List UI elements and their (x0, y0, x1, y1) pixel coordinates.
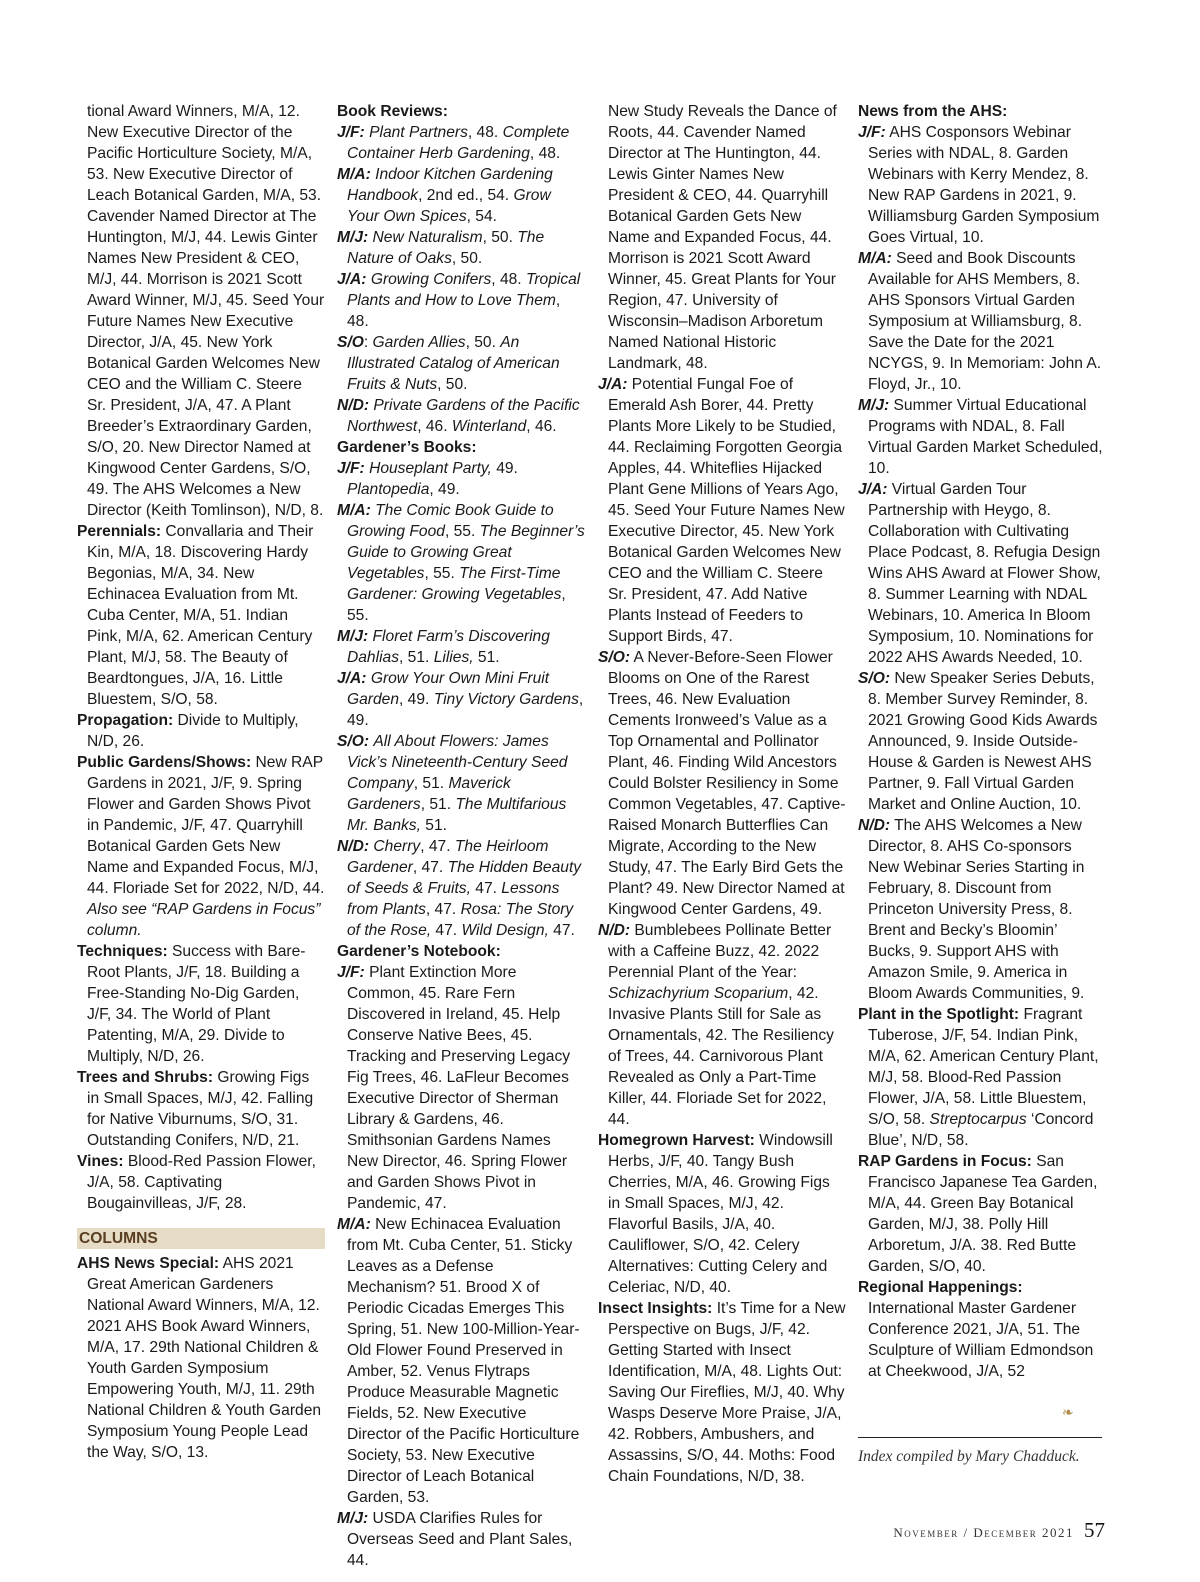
index-entry-ahs-news-special: AHS News Special: AHS 2021 Great American Gardeners National Award Winners, M/A, 12. 2021 AHS Book Award Winners, M/A, 17. 29th National Children & Youth Garden Symposium Empowering Youth, M/J, 11. 29th National Children & Youth Garden Symposium Young People Lead the Way, S/O, 13. (77, 1255, 322, 1461)
index-entry: S/O: Garden Allies, 50. An Illustrated Catalog of American Fruits & Nuts, 50. (337, 334, 560, 393)
index-entry: J/F: AHS Cosponsors Webinar Series with NDAL, 8. Garden Webinars with Kerry Mendez, 8. New RAP Gardens in 2021, 9. Williamsburg Garden Symposium Goes Virtual, 10. (858, 124, 1100, 246)
index-heading-gardeners-notebook: Gardener’s Notebook: (337, 943, 501, 960)
index-column-2 (337, 101, 585, 1571)
columns-section-header: COLUMNS (77, 1228, 325, 1249)
index-entry-trees-shrubs: Trees and Shrubs: Growing Figs in Small Spaces, M/J, 42. Falling for Native Viburnums, S/O, 31. Outstanding Conifers, N/D, 21. (77, 1069, 314, 1149)
index-entry: N/D: Cherry, 47. The Heirloom Gardener, 47. The Hidden Beauty of Seeds & Fruits, 47. Lessons from Plants, 47. Rosa: The Story of the Rose, 47. Wild Design, 47. (337, 838, 582, 939)
page-footer (840, 1518, 1105, 1543)
index-entry-propagation: Propagation: Divide to Multiply, N/D, 26. (77, 712, 299, 750)
issue-date: November / December 2021 (893, 1525, 1074, 1540)
index-entry: N/D: The AHS Welcomes a New Director, 8. AHS Co-sponsors New Webinar Series Starting in February, 8. Discount from Princeton University Press, 8. Brent and Becky’s Bloomin’ Bucks, 9. Support AHS with Amazon Smile, 9. America in Bloom Awards Communities, 9. (858, 817, 1085, 1002)
divider (858, 1437, 1102, 1438)
index-entry: S/O: A Never-Before-Seen Flower Blooms on One of the Rarest Trees, 46. New Evaluation Cements Ironweed’s Value as a Top Ornamental and Pollinator Plant, 46. Finding Wild Ancestors Could Bolster Resiliency in Some Common Vegetables, 47. Captive-Raised Monarch Butterflies Can Migrate, According to the New Study, 47. The Early Bird Gets the Plant? 49. New Director Named at Kingwood Center Gardens, 49. (598, 649, 846, 918)
index-column-4 (858, 101, 1106, 1382)
index-entry: N/D: Bumblebees Pollinate Better with a Caffeine Buzz, 42. 2022 Perennial Plant of the Year: Schizachyrium Scoparium, 42. Invasive Plants Still for Sale as Ornamentals, 42. The Resiliency of Trees, 44. Carnivorous Plant Revealed as Only a Part-Time Killer, 44. Floriade Set for 2022, 44. (598, 922, 834, 1128)
index-entry-insect-insights: Insect Insights: It’s Time for a New Perspective on Bugs, J/F, 42. Getting Started with Insect Identification, M/A, 48. Lights Out: Saving Our Fireflies, M/J, 40. Why Wasps Deserve More Praise, J/A, 42. Robbers, Ambushers, and Assassins, S/O, 44. Moths: Food Chain Foundations, N/D, 38. (598, 1300, 846, 1485)
index-entry-regional-happenings: Regional Happenings: International Master Gardener Conference 2021, J/A, 51. The Sculpture of William Edmondson at Cheekwood, J/A, 52 (858, 1279, 1094, 1380)
index-entry: M/A: New Echinacea Evaluation from Mt. Cuba Center, 51. Sticky Leaves as a Defense Mechanism? 51. Brood X of Periodic Cicadas Emerges This Spring, 51. New 100-Million-Year-Old Flower Found Preserved in Amber, 52. Venus Flytraps Produce Measurable Magnetic Fields, 52. New Executive Director of the Pacific Horticulture Society, 53. New Executive Director of Leach Botanical Garden, 53. (337, 1216, 580, 1506)
index-entry: J/F: Plant Extinction More Common, 45. Rare Fern Discovered in Ireland, 45. Help Conserve Native Bees, 45. Tracking and Preserving Legacy Fig Trees, 46. LaFleur Becomes Executive Director of Sherman Library & Gardens, 46. Smithsonian Gardens Names New Director, 46. Spring Flower and Garden Shows Pivot in Pandemic, 47. (337, 964, 571, 1212)
index-entry: M/J: New Naturalism, 50. The Nature of Oaks, 50. (337, 229, 545, 267)
index-entry-rap-gardens: RAP Gardens in Focus: San Francisco Japanese Tea Garden, M/A, 44. Green Bay Botanical Garden, M/J, 38. Polly Hill Arboretum, J/A. 38. Red Butte Garden, S/O, 40. (858, 1153, 1098, 1275)
index-entry-vines: Vines: Blood-Red Passion Flower, J/A, 58. Captivating Bougainvilleas, J/F, 28. (77, 1153, 316, 1212)
index-heading-book-reviews: Book Reviews: (337, 103, 448, 120)
leaf-ornament-icon: ❧ (1062, 1404, 1074, 1420)
index-entry: M/A: Seed and Book Discounts Available for AHS Members, 8. AHS Sponsors Virtual Garden Symposium at Williamsburg, 8. Save the Date for the 2021 NCYGS, 9. In Memoriam: John A. Floyd, Jr., 10. (858, 250, 1102, 393)
index-entry-homegrown-harvest: Homegrown Harvest: Windowsill Herbs, J/F, 40. Tangy Bush Cherries, M/A, 46. Growing Figs in Small Spaces, M/J, 42. Flavorful Basils, J/A, 40. Cauliflower, S/O, 42. Celery Alternatives: Cutting Celery and Celeriac, N/D, 40. (598, 1132, 833, 1296)
index-entry-techniques: Techniques: Success with Bare-Root Plants, J/F, 18. Building a Free-Standing No-Dig Garden, J/F, 34. The World of Plant Patenting, M/A, 29. Divide to Multiply, N/D, 26. (77, 943, 306, 1065)
index-entry: M/J: Floret Farm’s Discovering Dahlias, 51. Lilies, 51. (337, 628, 550, 666)
index-entry-plant-in-spotlight: Plant in the Spotlight: Fragrant Tuberose, J/F, 54. Indian Pink, M/A, 62. American Century Plant, M/J, 58. Blood-Red Passion Flower, J/A, 58. Little Bluestem, S/O, 58. Streptocarpus ‘Concord Blue’, N/D, 58. (858, 1006, 1099, 1149)
index-entry: J/A: Grow Your Own Mini Fruit Garden, 49. Tiny Victory Gardens, 49. (337, 670, 584, 729)
index-entry: J/F: Plant Partners, 48. Complete Container Herb Gardening, 48. (337, 124, 570, 162)
index-entry: New Study Reveals the Dance of Roots, 44. Cavender Named Director at The Huntington, 44. Lewis Ginter Names New President & CEO, 44. Quarryhill Botanical Garden Gets New Name and Expanded Focus, 44. Morrison is 2021 Scott Award Winner, 45. Great Plants for Your Region, 47. University of Wisconsin–Madison Arboretum Named National Historic Landmark, 48. (608, 103, 837, 372)
index-entry: M/A: Indoor Kitchen Gardening Handbook, 2nd ed., 54. Grow Your Own Spices, 54. (337, 166, 553, 225)
index-entry: N/D: Private Gardens of the Pacific Northwest, 46. Winterland, 46. (337, 397, 580, 435)
index-entry-public-gardens: Public Gardens/Shows: New RAP Gardens in 2021, J/F, 9. Spring Flower and Garden Shows Pivot in Pandemic, J/F, 47. Quarryhill Botanical Garden Gets New Name and Expanded Focus, M/J, 44. Floriade Set for 2022, N/D, 44. Also see “RAP Gardens in Focus” column. (77, 754, 325, 939)
index-entry: J/A: Growing Conifers, 48. Tropical Plants and How to Love Them, 48. (337, 271, 581, 330)
page-number: 57 (1084, 1518, 1105, 1542)
index-entry: S/O: New Speaker Series Debuts, 8. Member Survey Reminder, 8. 2021 Growing Good Kids Awards Announced, 9. Inside Outside-House & Garden is Newest AHS Partner, 9. Fall Virtual Garden Market and Online Auction, 10. (858, 670, 1098, 813)
index-entry: M/A: The Comic Book Guide to Growing Food, 55. The Beginner’s Guide to Growing Great Vegetables, 55. The First-Time Gardener: Growing Vegetables, 55. (337, 502, 585, 624)
index-entry: J/F: Houseplant Party, 49. Plantopedia, 49. (337, 460, 518, 498)
index-entry: M/J: USDA Clarifies Rules for Overseas Seed and Plant Sales, 44. (337, 1510, 573, 1569)
index-credit: Index compiled by Mary Chadduck. (858, 1448, 1080, 1465)
index-entry: tional Award Winners, M/A, 12. New Executive Director of the Pacific Horticulture Society, M/A, 53. New Executive Director of Leach Botanical Garden, M/A, 53. Cavender Named Director at The Huntington, M/J, 44. Lewis Ginter Names New President & CEO, M/J, 44. Morrison is 2021 Scott Award Winner, M/J, 45. Seed Your Future Names New Executive Director, J/A, 45. New York Botanical Garden Welcomes New CEO and the William C. Steere Sr. President, J/A, 47. A Plant Breeder’s Extraordinary Garden, S/O, 20. New Director Named at Kingwood Center Gardens, S/O, 49. The AHS Welcomes a New Director (Keith Tomlinson), N/D, 8. (87, 103, 325, 519)
index-heading-gardeners-books: Gardener’s Books: (337, 439, 477, 456)
index-entry-perennials: Perennials: Convallaria and Their Kin, M/A, 18. Discovering Hardy Begonias, M/A, 34. New Echinacea Evaluation from Mt. Cuba Center, M/A, 51. Indian Pink, M/A, 62. American Century Plant, M/J, 58. The Beauty of Beardtongues, J/A, 16. Little Bluestem, S/O, 58. (77, 523, 314, 708)
index-entry: S/O: All About Flowers: James Vick’s Nineteenth-Century Seed Company, 51. Maverick Gardeners, 51. The Multifarious Mr. Banks, 51. (337, 733, 568, 834)
index-column-1 (77, 101, 325, 1463)
index-entry: J/A: Virtual Garden Tour Partnership with Heygo, 8. Collaboration with Cultivating Place Podcast, 8. Refugia Design Wins AHS Award at Flower Show, 8. Summer Learning with NDAL Webinars, 10. America In Bloom Symposium, 10. Nominations for 2022 AHS Awards Needed, 10. (858, 481, 1101, 666)
index-column-3 (598, 101, 846, 1487)
index-heading-news-from-ahs: News from the AHS: (858, 103, 1008, 120)
index-entry: M/J: Summer Virtual Educational Programs with NDAL, 8. Fall Virtual Garden Market Scheduled, 10. (858, 397, 1103, 477)
index-entry: J/A: Potential Fungal Foe of Emerald Ash Borer, 44. Pretty Plants More Likely to be Studied, 44. Reclaiming Forgotten Georgia Apples, 44. Whiteflies Hijacked Plant Gene Millions of Years Ago, 45. Seed Your Future Names New Executive Director, 45. New York Botanical Garden Welcomes New CEO and the William C. Steere Sr. President, 47. Add Native Plants Instead of Feeders to Support Birds, 47. (598, 376, 845, 645)
